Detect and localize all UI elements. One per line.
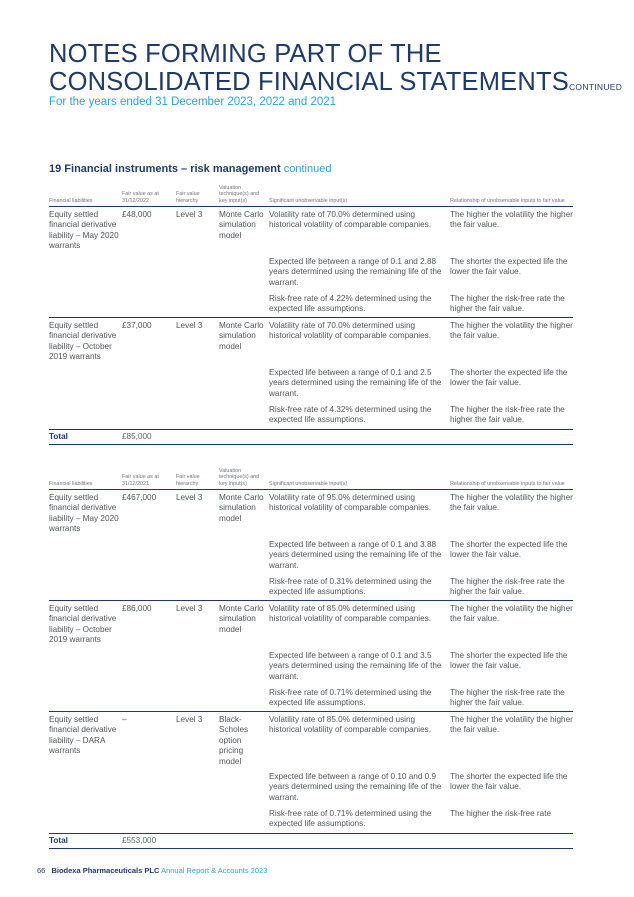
input-cell: Expected life between a range of 0.1 and 2.5 years determined using the remaining life of the warrant. (269, 368, 442, 398)
liability-cell: Equity settled financial derivative liability – May 2020 warrants (49, 210, 119, 251)
table-header (49, 461, 573, 490)
input-cell: Expected life between a range of 0.1 and 3.5 years determined using the remaining life of the warrant. (269, 651, 442, 681)
relationship-cell: The higher the risk-free rate the higher the fair value. (450, 577, 565, 597)
header-financial-liabilities: Financial liabilities (49, 480, 93, 487)
input-cell: Volatility rate of 70.0% determined using historical volatility of comparable companies. (269, 321, 432, 341)
section-title: 19 Financial instruments – risk management (49, 163, 281, 175)
total-value: £85,000 (122, 432, 152, 441)
fair-value-cell: £467,000 (122, 493, 157, 502)
input-cell: Volatility rate of 85.0% determined using historical volatility of comparable companies. (269, 604, 432, 624)
table-header (49, 178, 573, 207)
header-fair-value: Fair value as at 31/12/2021 (122, 474, 159, 487)
technique-cell: Monte Carlo simulation model (219, 604, 264, 634)
title-line-2: CONSOLIDATED FINANCIAL STATEMENTS (49, 68, 569, 96)
relationship-cell: The higher the risk-free rate (450, 809, 552, 818)
total-label: Total (49, 836, 68, 845)
relationship-cell: The higher the volatility the higher the fair value. (450, 493, 573, 513)
fair-value-cell: £48,000 (122, 210, 152, 219)
input-cell: Risk-free rate of 4.22% determined using the expected life assumptions. (269, 294, 432, 314)
section-continued: continued (283, 163, 332, 175)
relationship-cell: The higher the risk-free rate the higher the fair value. (450, 294, 565, 314)
liability-cell: Equity settled financial derivative liability – DARA warrants (49, 715, 117, 756)
table-row-group (49, 207, 573, 318)
liability-cell: Equity settled financial derivative liability – May 2020 warrants (49, 493, 119, 534)
input-cell: Expected life between a range of 0.1 and 3.88 years determined using the remaining life of the warrant. (269, 540, 442, 570)
fair-value-table-2021 (49, 461, 573, 849)
total-value: £553,000 (122, 836, 157, 845)
header-valuation-technique: Valuation technique(s) and key input(s) (219, 467, 260, 487)
page-title (49, 40, 622, 101)
total-row (49, 834, 573, 849)
hierarchy-cell: Level 3 (176, 210, 203, 219)
header-fair-value-hierarchy: Fair value hierarchy (176, 474, 200, 487)
fair-value-cell: – (122, 715, 127, 724)
table-row-group (49, 712, 573, 834)
relationship-cell: The higher the volatility the higher the fair value. (450, 604, 573, 624)
hierarchy-cell: Level 3 (176, 604, 203, 613)
input-cell: Risk-free rate of 0.71% determined using the expected life assumptions. (269, 688, 432, 708)
relationship-cell: The shorter the expected life the lower the fair value. (450, 540, 568, 560)
page-footer (37, 866, 267, 875)
total-row (49, 430, 573, 445)
section-heading (49, 163, 331, 175)
hierarchy-cell: Level 3 (176, 321, 203, 330)
input-cell: Risk-free rate of 4.32% determined using the expected life assumptions. (269, 405, 432, 425)
relationship-cell: The shorter the expected life the lower the fair value. (450, 772, 568, 792)
input-cell: Expected life between a range of 0.10 and 0.9 years determined using the remaining life of the warrant. (269, 772, 442, 802)
input-cell: Volatility rate of 85.0% determined using historical volatility of comparable companies. (269, 715, 432, 735)
footer-company: Biodexa Pharmaceuticals PLC (51, 866, 160, 875)
header-relationship: Relationship of unobservable inputs to fair value (450, 480, 565, 487)
header-fair-value: Fair value as at 31/12/2022 (122, 191, 159, 204)
liability-cell: Equity settled financial derivative liability – October 2019 warrants (49, 321, 117, 362)
input-cell: Risk-free rate of 0.71% determined using the expected life assumptions. (269, 809, 432, 829)
header-unobservable-inputs: Significant unobservable input(s) (269, 480, 348, 487)
technique-cell: Black-Scholes option pricing model (219, 715, 249, 766)
header-relationship: Relationship of unobservable inputs to fair value (450, 197, 565, 204)
page-subtitle: For the years ended 31 December 2023, 2022 and 2021 (49, 96, 337, 108)
fair-value-cell: £86,000 (122, 604, 152, 613)
footer-report: Annual Report & Accounts 2023 (161, 866, 268, 875)
liability-cell: Equity settled financial derivative liability – October 2019 warrants (49, 604, 117, 645)
relationship-cell: The higher the risk-free rate the higher the fair value. (450, 688, 565, 708)
header-unobservable-inputs: Significant unobservable input(s) (269, 197, 348, 204)
fair-value-table-2022 (49, 178, 573, 445)
header-valuation-technique: Valuation technique(s) and key input(s) (219, 184, 260, 204)
technique-cell: Monte Carlo simulation model (219, 493, 264, 523)
page-number: 66 (37, 866, 46, 875)
table-row-group (49, 318, 573, 430)
relationship-cell: The higher the volatility the higher the fair value. (450, 321, 573, 341)
header-fair-value-hierarchy: Fair value hierarchy (176, 191, 200, 204)
hierarchy-cell: Level 3 (176, 493, 203, 502)
hierarchy-cell: Level 3 (176, 715, 203, 724)
title-line-1: NOTES FORMING PART OF THE (49, 40, 442, 68)
table-row-group (49, 601, 573, 712)
technique-cell: Monte Carlo simulation model (219, 321, 264, 351)
total-label: Total (49, 432, 68, 441)
table-row-group (49, 490, 573, 601)
relationship-cell: The shorter the expected life the lower the fair value. (450, 651, 568, 671)
input-cell: Risk-free rate of 0.31% determined using the expected life assumptions. (269, 577, 432, 597)
title-continued: CONTINUED (568, 82, 623, 92)
fair-value-cell: £37,000 (122, 321, 152, 330)
technique-cell: Monte Carlo simulation model (219, 210, 264, 240)
relationship-cell: The higher the volatility the higher the fair value. (450, 715, 573, 735)
relationship-cell: The shorter the expected life the lower the fair value. (450, 257, 568, 277)
input-cell: Expected life between a range of 0.1 and 2.88 years determined using the remaining life of the warrant. (269, 257, 442, 287)
relationship-cell: The higher the risk-free rate the higher the fair value. (450, 405, 565, 425)
relationship-cell: The shorter the expected life the lower the fair value. (450, 368, 568, 388)
input-cell: Volatility rate of 70.0% determined using historical volatility of comparable companies. (269, 210, 432, 230)
relationship-cell: The higher the volatility the higher the fair value. (450, 210, 573, 230)
header-financial-liabilities: Financial liabilities (49, 197, 93, 204)
input-cell: Volatility rate of 95.0% determined using historical volatility of comparable companies. (269, 493, 432, 513)
